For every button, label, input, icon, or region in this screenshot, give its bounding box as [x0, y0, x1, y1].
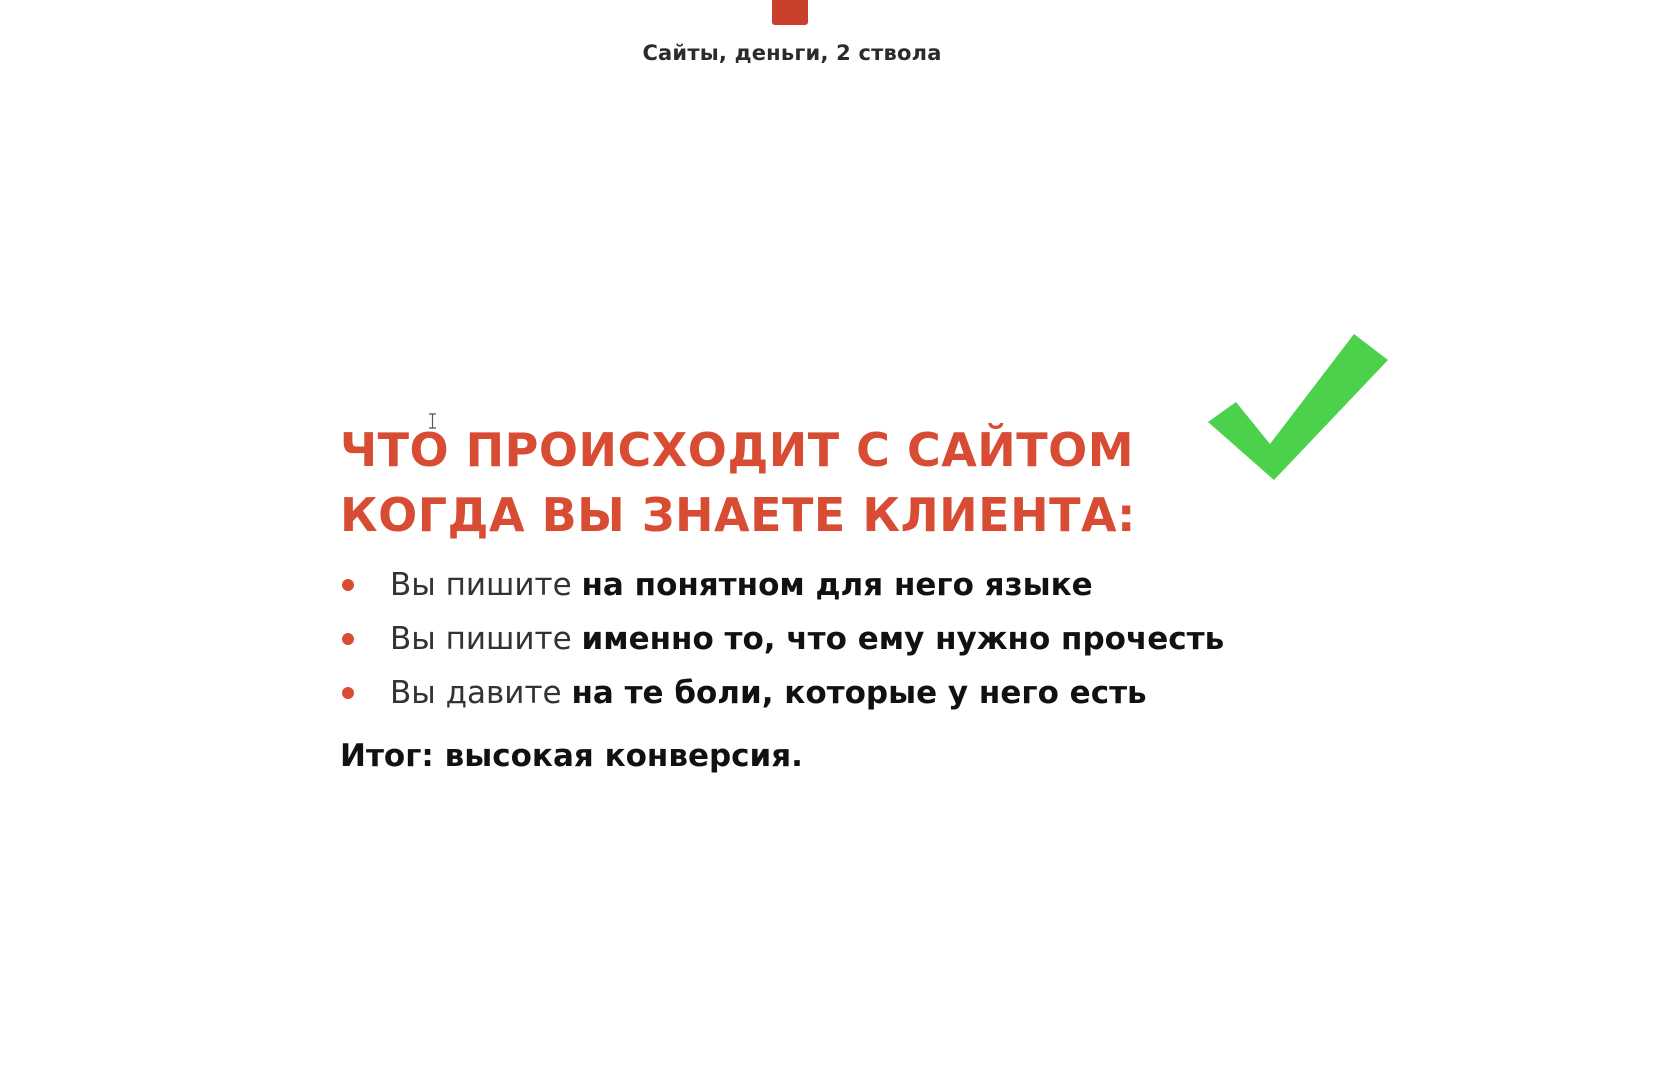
- bullet-list: [340, 558, 1340, 720]
- bullet-emphasis-text: именно то, что ему нужно прочесть: [581, 621, 1225, 657]
- headline-line-1: ЧТО ПРОИСХОДИТ С САЙТОМ: [340, 423, 1135, 477]
- bullet-item: [340, 666, 1340, 720]
- bullet-item: [340, 558, 1340, 612]
- bullet-item: [340, 612, 1340, 666]
- bullet-dot-icon: [342, 633, 354, 645]
- bullet-dot-icon: [342, 579, 354, 591]
- logo-mark: [772, 0, 808, 25]
- bullet-emphasis-text: на понятном для него языке: [581, 567, 1093, 603]
- brand-caption: Сайты, деньги, 2 ствола: [642, 41, 942, 65]
- bullet-lead-text: Вы пишите: [390, 621, 582, 657]
- bullet-emphasis-text: на те боли, которые у него есть: [571, 675, 1147, 711]
- bullet-dot-icon: [342, 687, 354, 699]
- slide-content: [340, 418, 1340, 774]
- bullet-lead-text: Вы пишите: [390, 567, 582, 603]
- summary-text: Итог: высокая конверсия.: [340, 738, 803, 774]
- bullet-lead-text: Вы давите: [390, 675, 572, 711]
- headline-line-2: КОГДА ВЫ ЗНАЕТЕ КЛИЕНТА:: [340, 488, 1136, 542]
- slide-headline: [340, 418, 1340, 548]
